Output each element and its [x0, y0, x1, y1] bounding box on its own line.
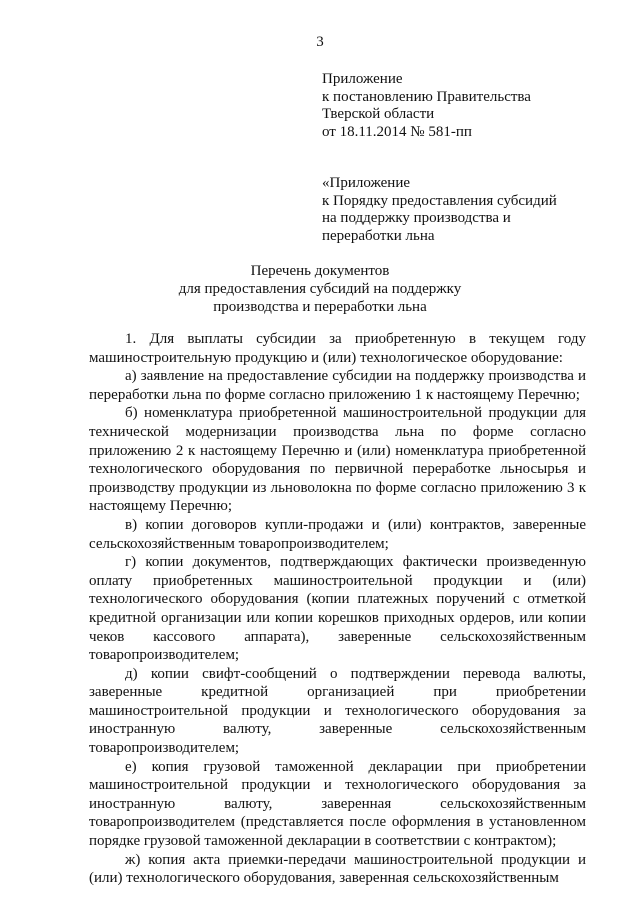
title-line: Перечень документов — [250, 263, 390, 279]
paragraph-g: г) копии документов, подтверждающих фактически произведенную оплату приобретенных машиностроительной продукции и (или) технологического оборудования (копии платежных поручений с отметкой кредитной организации или копии корешков приходных ордеров, или копии чеков кассового аппарата), заверенные сельскохозяйственным товаропроизводителем; — [89, 554, 586, 664]
document-body — [89, 330, 586, 888]
approval-line: к постановлению Правительства — [322, 88, 531, 105]
paragraph-b: б) номенклатура приобретенной машиностроительной продукции для технической модернизации производства льна по форме согласно приложению 2 к настоящему Перечню и (или) номенклатура приобретенной технологического оборудования по первичной переработке льносырья и производству продукции из льноволокна по форме согласно приложению 3 к настоящему Перечню; — [89, 405, 586, 515]
appendix-line: на поддержку производства и — [322, 210, 511, 227]
document-title — [0, 262, 640, 316]
approval-line: Приложение — [322, 71, 403, 87]
paragraph-zh: ж) копия акта приемки-передачи машиностроительной продукции и (или) технологического оборудования, заверенная сельскохозяйственным — [89, 851, 586, 887]
appendix-line: переработки льна — [322, 227, 435, 244]
paragraph-e: е) копия грузовой таможенной декларации при приобретении машиностроительной продукции и технологического оборудования за иностранную валюту, заверенная сельскохозяйственным товаропроизводителем (представляется после оформления в установленном порядке грузовой таможенной декларации в соответствии с контрактом); — [89, 758, 586, 850]
appendix-line: «Приложение — [322, 174, 411, 191]
approval-line: Тверской области — [322, 106, 435, 123]
title-line: производства и переработки льна — [213, 299, 427, 315]
page-number: 3 — [316, 34, 324, 50]
approval-line: от 18.11.2014 № 581-пп — [322, 124, 472, 141]
appendix-line: к Порядку предоставления субсидий — [322, 192, 557, 209]
paragraph-1: 1. Для выплаты субсидии за приобретенную в текущем году машиностроительную продукцию и (или) технологическое оборудование: — [89, 331, 586, 366]
paragraph-d: д) копии свифт-сообщений о подтверждении перевода валюты, заверенные кредитной организацией при приобретении машиностроительной продукции и технологического оборудования за иностранную валюту, заверенные сельскохозяйственным товаропроизводителем; — [89, 665, 586, 757]
paragraph-a: а) заявление на предоставление субсидии на поддержку производства и переработки льна по форме согласно приложению 1 к настоящему Перечню; — [89, 368, 586, 403]
title-line: для предоставления субсидий на поддержку — [178, 281, 462, 297]
approval-block — [322, 71, 557, 246]
paragraph-v: в) копии договоров купли-продажи и (или) контрактов, заверенные сельскохозяйственным товаропроизводителем; — [89, 516, 586, 552]
